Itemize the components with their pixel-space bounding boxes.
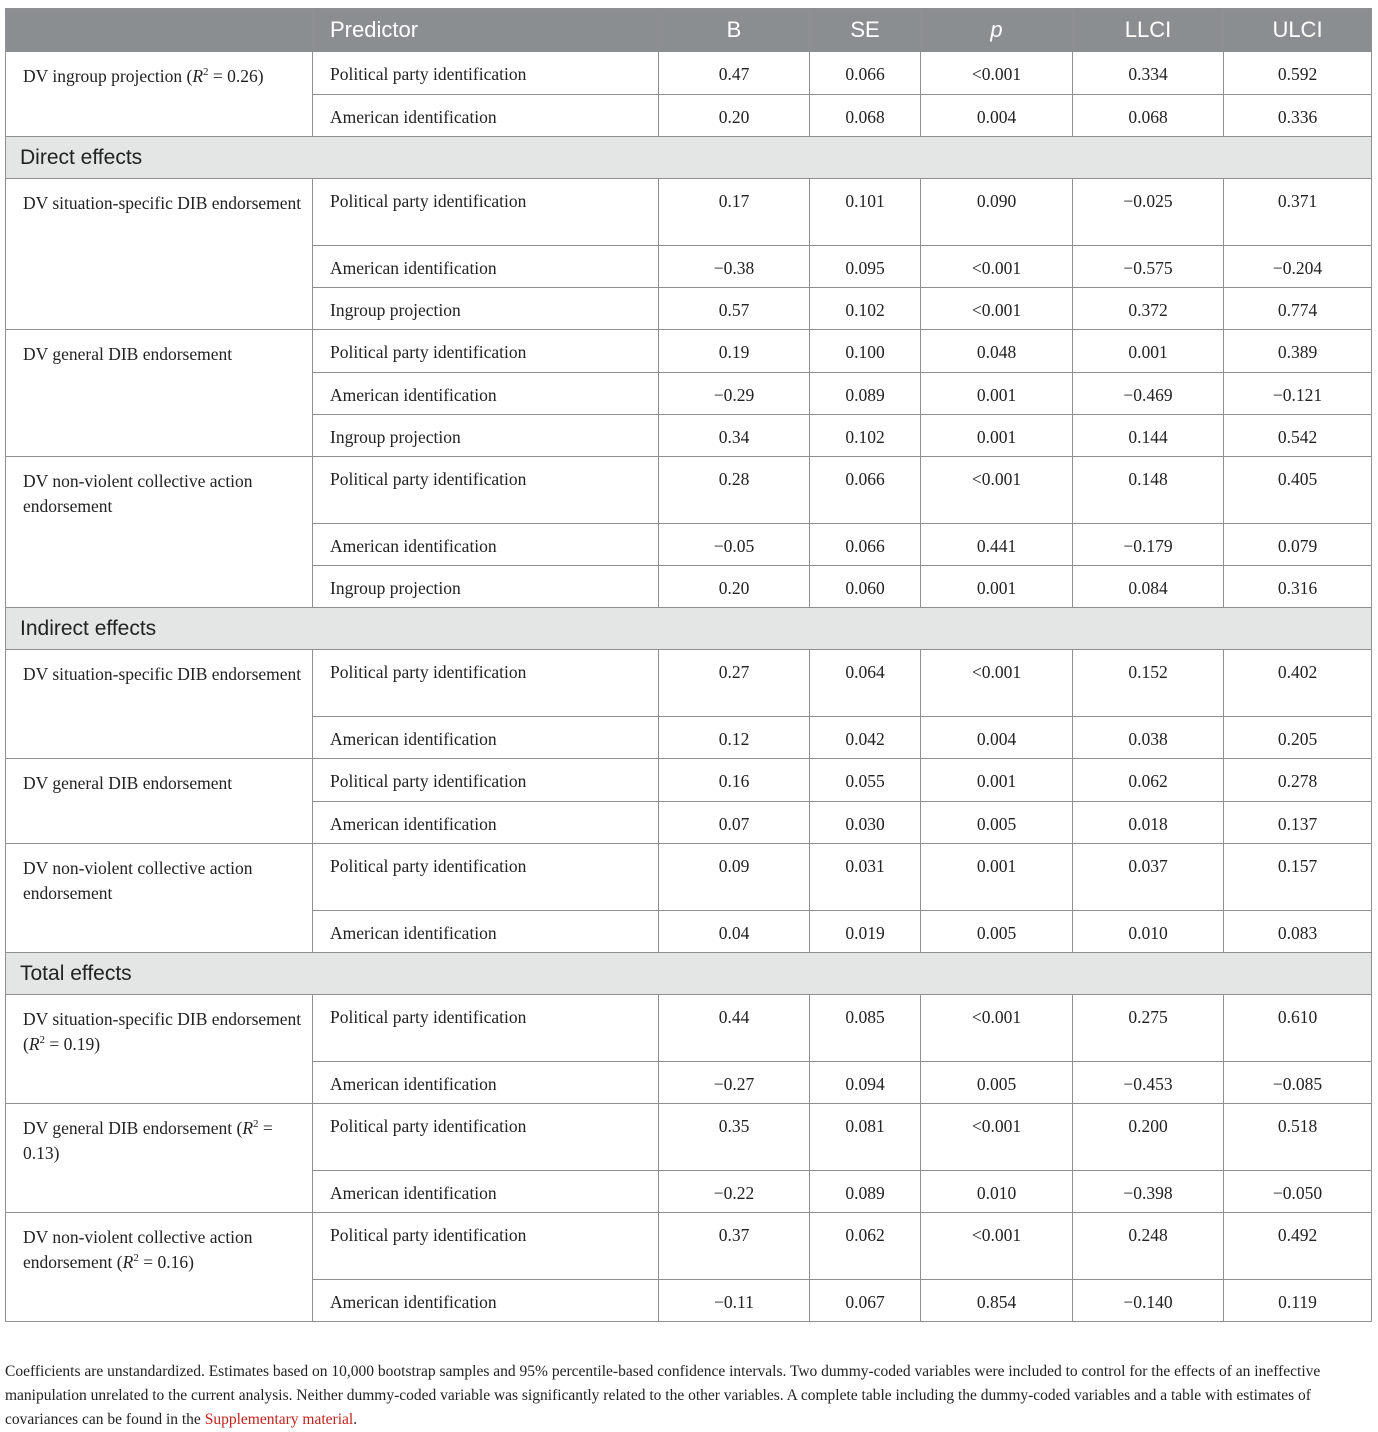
b-cell: 0.57 [659, 288, 810, 330]
table-row [6, 457, 1372, 524]
dv-label-text: DV general DIB endorsement [23, 773, 233, 793]
p-cell: <0.001 [921, 1213, 1073, 1280]
table-row [6, 330, 1372, 373]
se-cell: 0.019 [810, 911, 921, 953]
r-squared-value: 0.16 [157, 1252, 189, 1272]
b-cell: 0.12 [659, 717, 810, 759]
llci-cell: 0.037 [1073, 844, 1224, 911]
header-p: p [921, 9, 1073, 52]
section-heading: Direct effects [6, 137, 1372, 179]
table-row [6, 995, 1372, 1062]
b-cell: 0.27 [659, 650, 810, 717]
llci-cell: −0.453 [1073, 1062, 1224, 1104]
r-squared-close: ) [188, 1252, 194, 1272]
p-cell: 0.441 [921, 524, 1073, 566]
predictor-cell: Ingroup projection [313, 566, 659, 608]
se-cell: 0.064 [810, 650, 921, 717]
r-squared-equals: = [208, 66, 228, 86]
predictor-cell: American identification [313, 1062, 659, 1104]
se-cell: 0.042 [810, 717, 921, 759]
r-squared-close: ) [53, 1143, 60, 1163]
llci-cell: 0.001 [1073, 330, 1224, 373]
dv-label [6, 995, 313, 1104]
ulci-cell: 0.402 [1224, 650, 1372, 717]
predictor-cell: Ingroup projection [313, 415, 659, 457]
se-cell: 0.062 [810, 1213, 921, 1280]
ulci-cell: 0.371 [1224, 179, 1372, 246]
ulci-cell: −0.204 [1224, 246, 1372, 288]
dv-label-text: DV non-violent collective action endorsement [23, 858, 253, 903]
p-cell: 0.001 [921, 415, 1073, 457]
llci-cell: 0.018 [1073, 802, 1224, 844]
dv-label [6, 457, 313, 608]
llci-cell: 0.334 [1073, 52, 1224, 95]
se-cell: 0.089 [810, 1171, 921, 1213]
ulci-cell: 0.405 [1224, 457, 1372, 524]
r-squared-close: ) [94, 1034, 101, 1054]
b-cell: 0.19 [659, 330, 810, 373]
p-cell: <0.001 [921, 52, 1073, 95]
ulci-cell: 0.774 [1224, 288, 1372, 330]
predictor-cell: Political party identification [313, 995, 659, 1062]
predictor-cell: American identification [313, 373, 659, 415]
se-cell: 0.060 [810, 566, 921, 608]
header-se: SE [810, 9, 921, 52]
p-cell: 0.048 [921, 330, 1073, 373]
r-squared-value: 0.13 [23, 1143, 54, 1163]
se-cell: 0.102 [810, 288, 921, 330]
p-cell: 0.005 [921, 911, 1073, 953]
dv-label-text: DV general DIB endorsement [23, 344, 233, 364]
llci-cell: 0.152 [1073, 650, 1224, 717]
b-cell: −0.38 [659, 246, 810, 288]
dv-label-text: DV non-violent collective action endorsement [23, 471, 253, 516]
dv-label-text: DV ingroup projection ( [23, 66, 193, 86]
se-cell: 0.094 [810, 1062, 921, 1104]
dv-label-text: DV general DIB endorsement ( [23, 1118, 243, 1138]
llci-cell: 0.010 [1073, 911, 1224, 953]
predictor-cell: Political party identification [313, 844, 659, 911]
predictor-cell: Political party identification [313, 52, 659, 95]
se-cell: 0.100 [810, 330, 921, 373]
ulci-cell: 0.278 [1224, 759, 1372, 802]
se-cell: 0.068 [810, 95, 921, 137]
r-squared-symbol: R [242, 1118, 254, 1138]
se-cell: 0.066 [810, 457, 921, 524]
llci-cell: −0.398 [1073, 1171, 1224, 1213]
llci-cell: 0.144 [1073, 415, 1224, 457]
llci-cell: −0.025 [1073, 179, 1224, 246]
p-cell: 0.004 [921, 95, 1073, 137]
b-cell: 0.09 [659, 844, 810, 911]
table-row [6, 650, 1372, 717]
predictor-cell: Political party identification [313, 1104, 659, 1171]
p-cell: 0.005 [921, 802, 1073, 844]
llci-cell: 0.200 [1073, 1104, 1224, 1171]
p-cell: 0.854 [921, 1280, 1073, 1322]
ulci-cell: 0.316 [1224, 566, 1372, 608]
p-cell: 0.004 [921, 717, 1073, 759]
b-cell: −0.05 [659, 524, 810, 566]
llci-cell: 0.062 [1073, 759, 1224, 802]
se-cell: 0.055 [810, 759, 921, 802]
ulci-cell: 0.518 [1224, 1104, 1372, 1171]
r-squared-symbol: R [28, 1034, 40, 1054]
header-row [6, 9, 1372, 52]
r-squared-value: 0.26 [227, 66, 258, 86]
header-ulci: ULCI [1224, 9, 1372, 52]
r-squared-value: 0.19 [63, 1034, 95, 1054]
ulci-cell: 0.389 [1224, 330, 1372, 373]
ulci-cell: 0.083 [1224, 911, 1372, 953]
b-cell: 0.07 [659, 802, 810, 844]
p-cell: 0.001 [921, 566, 1073, 608]
llci-cell: 0.372 [1073, 288, 1224, 330]
llci-cell: 0.148 [1073, 457, 1224, 524]
b-cell: 0.20 [659, 566, 810, 608]
header-dv [6, 9, 313, 52]
se-cell: 0.095 [810, 246, 921, 288]
b-cell: 0.34 [659, 415, 810, 457]
predictor-cell: Political party identification [313, 457, 659, 524]
predictor-cell: Political party identification [313, 650, 659, 717]
se-cell: 0.066 [810, 52, 921, 95]
table-row [6, 844, 1372, 911]
ulci-cell: 0.610 [1224, 995, 1372, 1062]
table-row [6, 1213, 1372, 1280]
llci-cell: −0.469 [1073, 373, 1224, 415]
ulci-cell: 0.157 [1224, 844, 1372, 911]
p-cell: 0.001 [921, 844, 1073, 911]
predictor-cell: American identification [313, 802, 659, 844]
se-cell: 0.030 [810, 802, 921, 844]
predictor-cell: American identification [313, 1280, 659, 1322]
llci-cell: −0.140 [1073, 1280, 1224, 1322]
b-cell: −0.29 [659, 373, 810, 415]
footnote-end: . [353, 1411, 358, 1428]
p-cell: 0.001 [921, 759, 1073, 802]
predictor-cell: Political party identification [313, 330, 659, 373]
llci-cell: 0.275 [1073, 995, 1224, 1062]
b-cell: −0.22 [659, 1171, 810, 1213]
llci-cell: 0.068 [1073, 95, 1224, 137]
r-squared-exponent: 2 [39, 1034, 46, 1047]
dv-label-text: DV situation-specific DIB endorsement [23, 193, 302, 213]
se-cell: 0.089 [810, 373, 921, 415]
p-cell: 0.010 [921, 1171, 1073, 1213]
footnote-text: Coefficients are unstandardized. Estimates based on 10,000 bootstrap samples and 95% percentile-based confidence intervals. Two dummy-coded variables were included to control for the effects of an ineffective manipulation unrelated to the current analysis. Neither dummy-coded variable was significantly related to the other variables. A complete table including the dummy-coded variables and a table with estimates of covariances can be found in the [5, 1363, 1321, 1428]
dv-label [6, 330, 313, 457]
p-cell: 0.005 [921, 1062, 1073, 1104]
b-cell: 0.47 [659, 52, 810, 95]
b-cell: 0.37 [659, 1213, 810, 1280]
ulci-cell: −0.121 [1224, 373, 1372, 415]
llci-cell: −0.575 [1073, 246, 1224, 288]
dv-label [6, 650, 313, 759]
section-row [6, 137, 1372, 179]
p-cell: <0.001 [921, 650, 1073, 717]
ulci-cell: 0.336 [1224, 95, 1372, 137]
predictor-cell: Political party identification [313, 1213, 659, 1280]
ulci-cell: 0.205 [1224, 717, 1372, 759]
p-cell: <0.001 [921, 288, 1073, 330]
p-cell: <0.001 [921, 457, 1073, 524]
se-cell: 0.067 [810, 1280, 921, 1322]
predictor-cell: American identification [313, 1171, 659, 1213]
predictor-cell: American identification [313, 524, 659, 566]
header-b: B [659, 9, 810, 52]
r-squared-close: ) [257, 66, 264, 86]
section-heading: Total effects [6, 953, 1372, 995]
p-cell: 0.090 [921, 179, 1073, 246]
ulci-cell: 0.542 [1224, 415, 1372, 457]
ulci-cell: 0.079 [1224, 524, 1372, 566]
se-cell: 0.066 [810, 524, 921, 566]
ulci-cell: 0.119 [1224, 1280, 1372, 1322]
dv-label [6, 52, 313, 137]
llci-cell: 0.038 [1073, 717, 1224, 759]
p-cell: <0.001 [921, 995, 1073, 1062]
r-squared-equals: = [258, 1118, 273, 1138]
ulci-cell: −0.050 [1224, 1171, 1372, 1213]
section-row [6, 953, 1372, 995]
predictor-cell: American identification [313, 911, 659, 953]
table-row [6, 179, 1372, 246]
b-cell: 0.35 [659, 1104, 810, 1171]
b-cell: 0.16 [659, 759, 810, 802]
ulci-cell: 0.492 [1224, 1213, 1372, 1280]
llci-cell: −0.179 [1073, 524, 1224, 566]
b-cell: 0.17 [659, 179, 810, 246]
dv-label [6, 844, 313, 953]
ulci-cell: 0.592 [1224, 52, 1372, 95]
ulci-cell: −0.085 [1224, 1062, 1372, 1104]
predictor-cell: Political party identification [313, 759, 659, 802]
r-squared-exponent: 2 [133, 1252, 139, 1265]
p-cell: <0.001 [921, 1104, 1073, 1171]
results-table [5, 8, 1372, 1322]
dv-label-text: DV situation-specific DIB endorsement [23, 664, 302, 684]
predictor-cell: Ingroup projection [313, 288, 659, 330]
b-cell: −0.27 [659, 1062, 810, 1104]
table-row [6, 1104, 1372, 1171]
ulci-cell: 0.137 [1224, 802, 1372, 844]
b-cell: 0.04 [659, 911, 810, 953]
se-cell: 0.031 [810, 844, 921, 911]
b-cell: 0.44 [659, 995, 810, 1062]
header-predictor: Predictor [313, 9, 659, 52]
supplementary-material-link[interactable]: Supplementary material [204, 1411, 354, 1428]
b-cell: −0.11 [659, 1280, 810, 1322]
predictor-cell: Political party identification [313, 179, 659, 246]
r-squared-symbol: R [122, 1252, 134, 1272]
header-llci: LLCI [1073, 9, 1224, 52]
table-row [6, 759, 1372, 802]
table-row [6, 52, 1372, 95]
dv-label [6, 1213, 313, 1322]
predictor-cell: American identification [313, 717, 659, 759]
se-cell: 0.101 [810, 179, 921, 246]
dv-label-text: DV situation-specific DIB endorsement ( [23, 1009, 302, 1054]
se-cell: 0.081 [810, 1104, 921, 1171]
r-squared-equals: = [138, 1252, 158, 1272]
p-cell: 0.001 [921, 373, 1073, 415]
llci-cell: 0.084 [1073, 566, 1224, 608]
r-squared-exponent: 2 [253, 1118, 259, 1131]
se-cell: 0.085 [810, 995, 921, 1062]
section-heading: Indirect effects [6, 608, 1372, 650]
p-cell: <0.001 [921, 246, 1073, 288]
r-squared-exponent: 2 [203, 66, 209, 79]
dv-label-text: DV non-violent collective action endorsement ( [23, 1227, 253, 1272]
table-footnote [5, 1360, 1371, 1432]
predictor-cell: American identification [313, 246, 659, 288]
section-row [6, 608, 1372, 650]
dv-label [6, 759, 313, 844]
dv-label [6, 179, 313, 330]
b-cell: 0.20 [659, 95, 810, 137]
r-squared-symbol: R [192, 66, 204, 86]
dv-label [6, 1104, 313, 1213]
se-cell: 0.102 [810, 415, 921, 457]
b-cell: 0.28 [659, 457, 810, 524]
llci-cell: 0.248 [1073, 1213, 1224, 1280]
r-squared-equals: = [45, 1034, 64, 1054]
predictor-cell: American identification [313, 95, 659, 137]
